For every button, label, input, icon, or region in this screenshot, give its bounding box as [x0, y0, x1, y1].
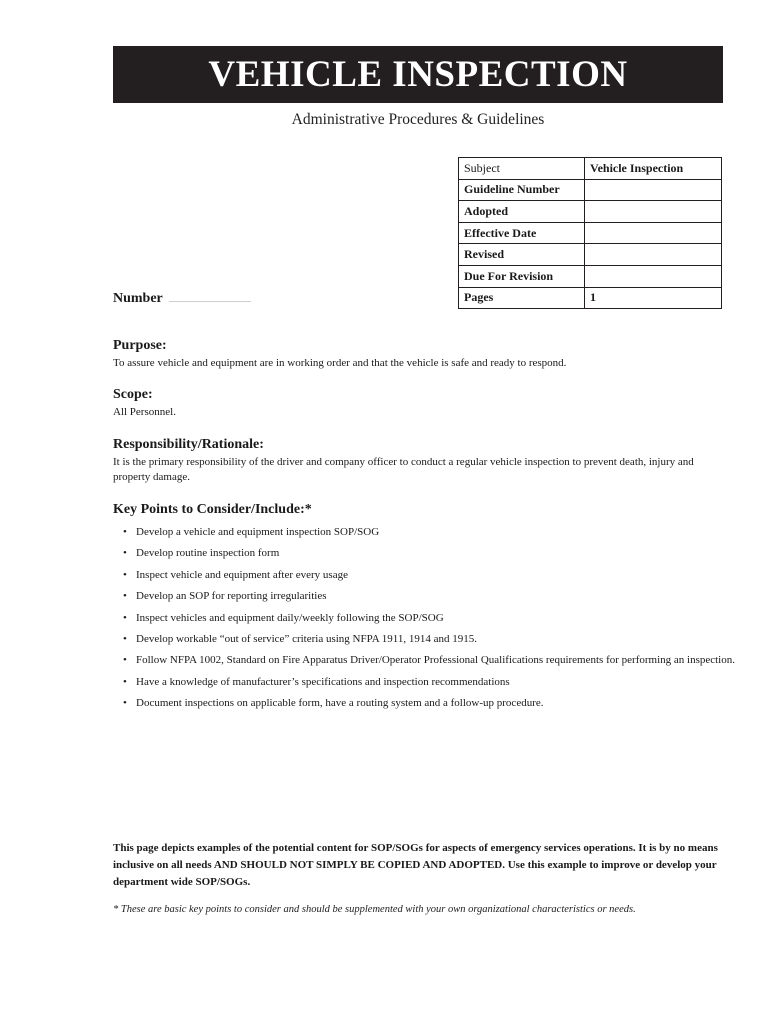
number-field	[113, 287, 251, 307]
table-value-due-for-revision	[585, 265, 722, 287]
table-label-effective-date: Effective Date	[459, 222, 585, 244]
table-value-effective-date	[585, 222, 722, 244]
guideline-info-table	[458, 157, 722, 309]
table-label-pages: Pages	[459, 287, 585, 309]
table-label-subject: Subject	[459, 158, 585, 180]
table-row	[459, 201, 722, 223]
responsibility-section	[113, 436, 723, 485]
purpose-section	[113, 337, 723, 371]
responsibility-heading: Responsibility/Rationale:	[113, 437, 264, 452]
footnote: * These are basic key points to consider and should be supplemented with your own organizational characteristics or needs.	[113, 904, 636, 915]
list-item: • Have a knowledge of manufacturer’s specifications and inspection recommendations	[136, 675, 736, 690]
table-label-guideline-number: Guideline Number	[459, 179, 585, 201]
disclaimer-notice: This page depicts examples of the potential content for SOP/SOGs for aspects of emergency services operations. It is by no means inclusive on all needs AND SHOULD NOT SIMPLY BE COPIED AND ADOPTED. Use this example to improve or develop your department wide SOP/SOGs.	[113, 842, 718, 888]
number-blank-line	[169, 287, 251, 302]
table-row	[459, 179, 722, 201]
page-subtitle: Administrative Procedures & Guidelines	[291, 111, 545, 128]
key-points-list	[113, 525, 736, 718]
table-value-adopted	[585, 201, 722, 223]
table-row	[459, 222, 722, 244]
list-item: • Develop workable “out of service” criteria using NFPA 1911, 1914 and 1915.	[136, 632, 736, 647]
scope-heading: Scope:	[113, 387, 153, 402]
key-points-section	[113, 501, 723, 518]
table-label-adopted: Adopted	[459, 201, 585, 223]
key-points-heading: Key Points to Consider/Include:*	[113, 502, 312, 517]
list-item: • Inspect vehicles and equipment daily/weekly following the SOP/SOG	[136, 611, 736, 626]
scope-section	[113, 386, 723, 420]
purpose-text: To assure vehicle and equipment are in working order and that the vehicle is safe and ready to respond.	[113, 357, 567, 369]
list-item: • Develop a vehicle and equipment inspection SOP/SOG	[136, 525, 736, 540]
table-label-due-for-revision: Due For Revision	[459, 265, 585, 287]
table-value-pages: 1	[585, 287, 722, 309]
table-value-guideline-number	[585, 179, 722, 201]
number-label: Number	[113, 291, 163, 306]
responsibility-text: It is the primary responsibility of the driver and company officer to conduct a regular vehicle inspection to prevent death, injury and property damage.	[113, 456, 694, 483]
scope-text: All Personnel.	[113, 406, 176, 418]
list-item: • Develop an SOP for reporting irregularities	[136, 589, 736, 604]
table-label-revised: Revised	[459, 244, 585, 266]
table-row	[459, 265, 722, 287]
table-value-subject: Vehicle Inspection	[585, 158, 722, 180]
table-row	[459, 244, 722, 266]
list-item: • Document inspections on applicable form, have a routing system and a follow-up procedure.	[136, 696, 736, 711]
list-item: • Develop routine inspection form	[136, 546, 736, 561]
table-row	[459, 287, 722, 309]
table-value-revised	[585, 244, 722, 266]
page-title: VEHICLE INSPECTION	[113, 46, 723, 103]
list-item: • Follow NFPA 1002, Standard on Fire Apparatus Driver/Operator Professional Qualifications requirements for performing an inspection.	[136, 653, 736, 668]
table-row	[459, 158, 722, 180]
purpose-heading: Purpose:	[113, 338, 167, 353]
list-item: • Inspect vehicle and equipment after every usage	[136, 568, 736, 583]
